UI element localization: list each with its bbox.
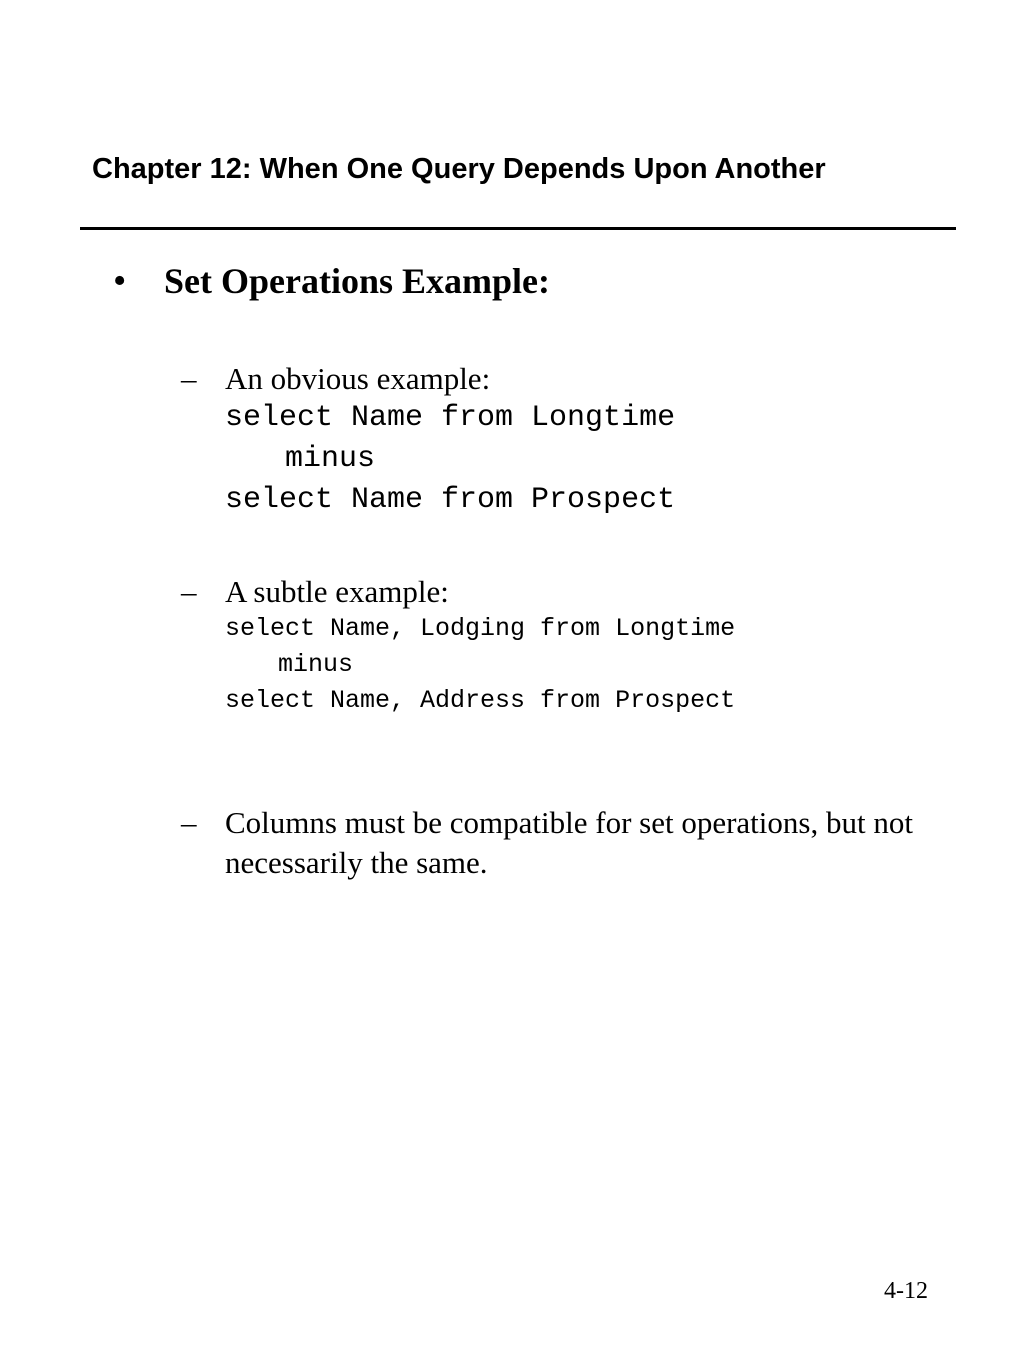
slide-heading: Set Operations Example: (164, 261, 550, 301)
code-line: minus (278, 650, 354, 679)
chapter-title: Chapter 12: When One Query Depends Upon Another (92, 153, 826, 185)
compatibility-note: Columns must be compatible for set operations, but not necessarily the same. (225, 805, 913, 880)
dash-marker: – (181, 574, 197, 609)
subtle-example-label: A subtle example: (225, 574, 449, 609)
dash-marker: – (181, 361, 197, 396)
code-line: select Name from Longtime (225, 401, 676, 435)
code-line: select Name, Lodging from Longtime (225, 614, 736, 643)
code-line: select Name, Address from Prospect (225, 686, 736, 715)
obvious-example-label: An obvious example: (225, 361, 491, 396)
dash-marker: – (181, 805, 197, 840)
page-number: 4-12 (884, 1278, 928, 1304)
code-line: minus (285, 442, 376, 476)
code-line: select Name from Prospect (225, 483, 676, 517)
bullet-marker: • (113, 260, 127, 302)
header-divider (80, 227, 956, 230)
